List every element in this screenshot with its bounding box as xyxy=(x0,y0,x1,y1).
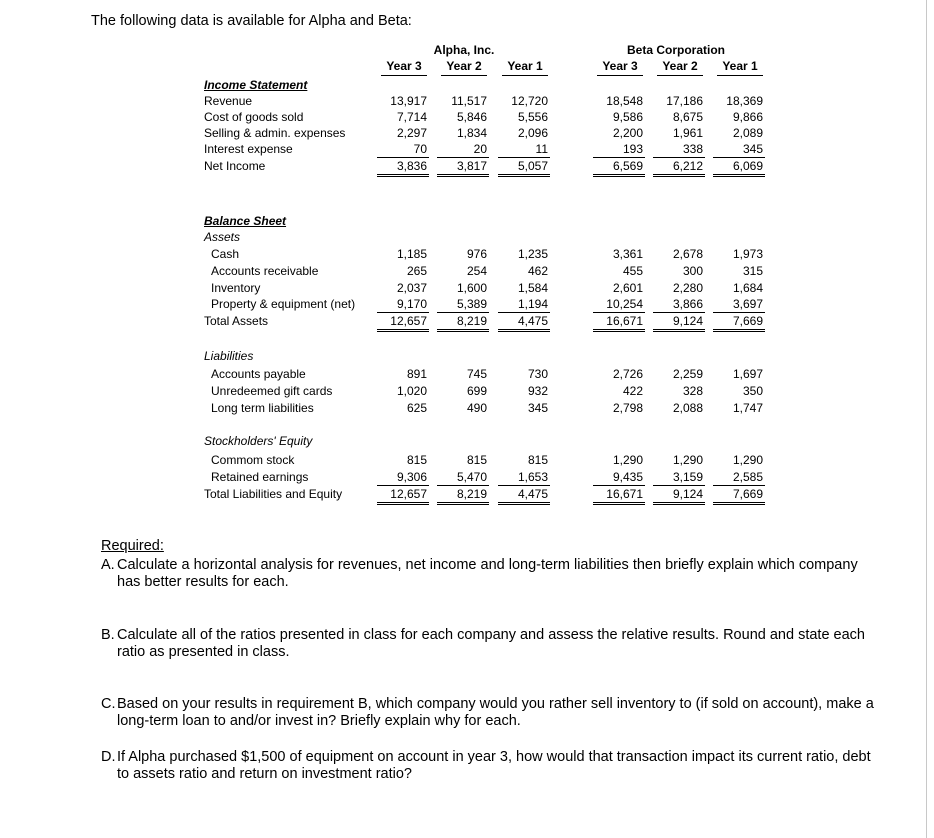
alpha-value-cell: 815 xyxy=(466,453,487,467)
row-label: Revenue xyxy=(204,94,253,108)
requirement-letter: A. xyxy=(101,557,115,573)
beta-value-cell: 6,212 xyxy=(653,159,705,177)
income-statement-title: Income Statement xyxy=(204,78,308,92)
beta-value-cell: 1,290 xyxy=(612,453,643,467)
beta-value-cell: 2,798 xyxy=(612,401,643,415)
alpha-value-cell: 4,475 xyxy=(498,314,550,332)
alpha-value-cell: 20 xyxy=(437,142,489,158)
beta-value-cell: 6,069 xyxy=(713,159,765,177)
beta-value-cell: 2,726 xyxy=(612,367,643,381)
beta-value-cell: 9,586 xyxy=(612,110,643,124)
requirement-letter: C. xyxy=(101,696,116,712)
beta-value-cell: 7,669 xyxy=(713,487,765,505)
alpha-value-cell: 815 xyxy=(527,453,548,467)
row-label: Cost of goods sold xyxy=(204,110,304,124)
alpha-value-cell: 932 xyxy=(527,384,548,398)
row-label: Accounts payable xyxy=(211,367,306,381)
alpha-year-header: Year 2 xyxy=(441,59,487,76)
alpha-value-cell: 11,517 xyxy=(451,94,487,108)
row-label: Commom stock xyxy=(211,453,295,467)
beta-value-cell: 10,254 xyxy=(593,297,645,313)
beta-value-cell: 328 xyxy=(682,384,703,398)
beta-value-cell: 9,124 xyxy=(653,314,705,332)
beta-value-cell: 345 xyxy=(713,142,765,158)
beta-value-cell: 2,280 xyxy=(672,281,703,295)
beta-value-cell: 2,678 xyxy=(672,247,703,261)
alpha-value-cell: 1,194 xyxy=(498,297,550,313)
alpha-value-cell: 1,584 xyxy=(517,281,548,295)
beta-value-cell: 1,697 xyxy=(732,367,763,381)
beta-value-cell: 2,259 xyxy=(672,367,703,381)
alpha-value-cell: 5,846 xyxy=(456,110,487,124)
alpha-value-cell: 730 xyxy=(527,367,548,381)
requirement-text: If Alpha purchased $1,500 of equipment on account in year 3, how would that transaction impact its current ratio, debt to assets ratio and return on investment ratio? xyxy=(117,749,871,782)
beta-value-cell: 7,669 xyxy=(713,314,765,332)
beta-value-cell: 1,961 xyxy=(672,126,703,140)
balance-sheet-title: Balance Sheet xyxy=(204,214,287,228)
beta-value-cell: 2,585 xyxy=(713,470,765,486)
beta-value-cell: 3,697 xyxy=(713,297,765,313)
beta-value-cell: 338 xyxy=(653,142,705,158)
alpha-value-cell: 2,037 xyxy=(396,281,427,295)
requirement-item xyxy=(101,749,881,783)
row-label: Cash xyxy=(211,247,240,261)
row-label: Retained earnings xyxy=(211,470,309,484)
alpha-value-cell: 462 xyxy=(527,264,548,278)
alpha-value-cell: 12,657 xyxy=(377,487,429,505)
alpha-value-cell: 1,653 xyxy=(498,470,550,486)
beta-value-cell: 16,671 xyxy=(593,314,645,332)
requirement-letter: B. xyxy=(101,627,115,643)
row-label: Property & equipment (net) xyxy=(211,297,356,311)
beta-value-cell: 1,290 xyxy=(732,453,763,467)
beta-value-cell: 315 xyxy=(742,264,763,278)
alpha-value-cell: 3,817 xyxy=(437,159,489,177)
beta-value-cell: 1,290 xyxy=(672,453,703,467)
beta-value-cell: 3,361 xyxy=(612,247,643,261)
beta-year-header: Year 1 xyxy=(717,59,763,76)
row-label: Selling & admin. expenses xyxy=(204,126,346,140)
beta-value-cell: 9,124 xyxy=(653,487,705,505)
requirement-item xyxy=(101,696,881,730)
alpha-value-cell: 891 xyxy=(406,367,427,381)
alpha-value-cell: 1,235 xyxy=(517,247,548,261)
alpha-value-cell: 254 xyxy=(466,264,487,278)
row-label: Long term liabilities xyxy=(211,401,314,415)
alpha-value-cell: 8,219 xyxy=(437,487,489,505)
beta-value-cell: 18,548 xyxy=(606,94,643,108)
alpha-value-cell: 13,917 xyxy=(390,94,427,108)
required-title: Required: xyxy=(101,538,164,554)
alpha-value-cell: 490 xyxy=(466,401,487,415)
requirement-text: Calculate a horizontal analysis for revenues, net income and long-term liabilities then briefly explain which company has better results for each. xyxy=(117,557,858,590)
beta-value-cell: 193 xyxy=(593,142,645,158)
beta-value-cell: 2,601 xyxy=(612,281,643,295)
row-label: Net Income xyxy=(204,159,266,173)
alpha-value-cell: 5,389 xyxy=(437,297,489,313)
alpha-value-cell: 699 xyxy=(466,384,487,398)
alpha-year-header: Year 3 xyxy=(381,59,427,76)
row-label: Accounts receivable xyxy=(211,264,319,278)
beta-value-cell: 350 xyxy=(742,384,763,398)
beta-value-cell: 16,671 xyxy=(593,487,645,505)
row-label: Unredeemed gift cards xyxy=(211,384,333,398)
alpha-company-header: Alpha, Inc. xyxy=(433,43,495,57)
alpha-value-cell: 5,556 xyxy=(517,110,548,124)
alpha-value-cell: 1,834 xyxy=(456,126,487,140)
alpha-value-cell: 9,306 xyxy=(377,470,429,486)
alpha-value-cell: 265 xyxy=(406,264,427,278)
beta-value-cell: 1,684 xyxy=(732,281,763,295)
beta-value-cell: 9,435 xyxy=(593,470,645,486)
alpha-value-cell: 345 xyxy=(527,401,548,415)
alpha-value-cell: 1,600 xyxy=(456,281,487,295)
alpha-value-cell: 1,020 xyxy=(396,384,427,398)
row-label: Total Assets xyxy=(204,314,269,328)
alpha-value-cell: 625 xyxy=(406,401,427,415)
requirement-text: Calculate all of the ratios presented in class for each company and assess the relative results. Round and state each ratio as presented in class. xyxy=(117,627,865,660)
beta-value-cell: 8,675 xyxy=(672,110,703,124)
beta-year-header: Year 3 xyxy=(597,59,643,76)
requirement-letter: D. xyxy=(101,749,116,765)
alpha-value-cell: 12,720 xyxy=(511,94,548,108)
equity-title: Stockholders' Equity xyxy=(204,434,313,448)
alpha-value-cell: 976 xyxy=(466,247,487,261)
beta-value-cell: 17,186 xyxy=(666,94,703,108)
alpha-year-header: Year 1 xyxy=(502,59,548,76)
beta-value-cell: 2,089 xyxy=(732,126,763,140)
beta-value-cell: 422 xyxy=(622,384,643,398)
beta-value-cell: 2,088 xyxy=(672,401,703,415)
requirement-text: Based on your results in requirement B, which company would you rather sell inventory to (if sold on account), make a long-term loan to and/or invest in? Briefly explain why for each. xyxy=(117,696,874,729)
beta-value-cell: 3,866 xyxy=(653,297,705,313)
beta-value-cell: 18,369 xyxy=(726,94,763,108)
beta-value-cell: 1,747 xyxy=(732,401,763,415)
alpha-value-cell: 1,185 xyxy=(396,247,427,261)
alpha-value-cell: 2,297 xyxy=(396,126,427,140)
beta-value-cell: 6,569 xyxy=(593,159,645,177)
beta-value-cell: 9,866 xyxy=(732,110,763,124)
alpha-value-cell: 11 xyxy=(498,142,550,158)
row-label: Total Liabilities and Equity xyxy=(204,487,343,501)
alpha-value-cell: 8,219 xyxy=(437,314,489,332)
beta-value-cell: 2,200 xyxy=(612,126,643,140)
alpha-value-cell: 3,836 xyxy=(377,159,429,177)
row-label: Interest expense xyxy=(204,142,293,156)
alpha-value-cell: 70 xyxy=(377,142,429,158)
alpha-value-cell: 5,057 xyxy=(498,159,550,177)
alpha-value-cell: 7,714 xyxy=(396,110,427,124)
alpha-value-cell: 12,657 xyxy=(377,314,429,332)
requirement-item xyxy=(101,557,881,591)
beta-value-cell: 1,973 xyxy=(732,247,763,261)
alpha-value-cell: 5,470 xyxy=(437,470,489,486)
beta-value-cell: 3,159 xyxy=(653,470,705,486)
alpha-value-cell: 4,475 xyxy=(498,487,550,505)
intro-text: The following data is available for Alpha and Beta: xyxy=(91,13,412,29)
liabilities-title: Liabilities xyxy=(204,349,254,363)
beta-year-header: Year 2 xyxy=(657,59,703,76)
requirement-item xyxy=(101,627,881,661)
beta-value-cell: 455 xyxy=(622,264,643,278)
alpha-value-cell: 2,096 xyxy=(517,126,548,140)
row-label: Inventory xyxy=(211,281,261,295)
alpha-value-cell: 9,170 xyxy=(377,297,429,313)
beta-value-cell: 300 xyxy=(682,264,703,278)
beta-company-header: Beta Corporation xyxy=(626,43,725,57)
alpha-value-cell: 745 xyxy=(466,367,487,381)
assets-title: Assets xyxy=(204,230,241,244)
alpha-value-cell: 815 xyxy=(406,453,427,467)
